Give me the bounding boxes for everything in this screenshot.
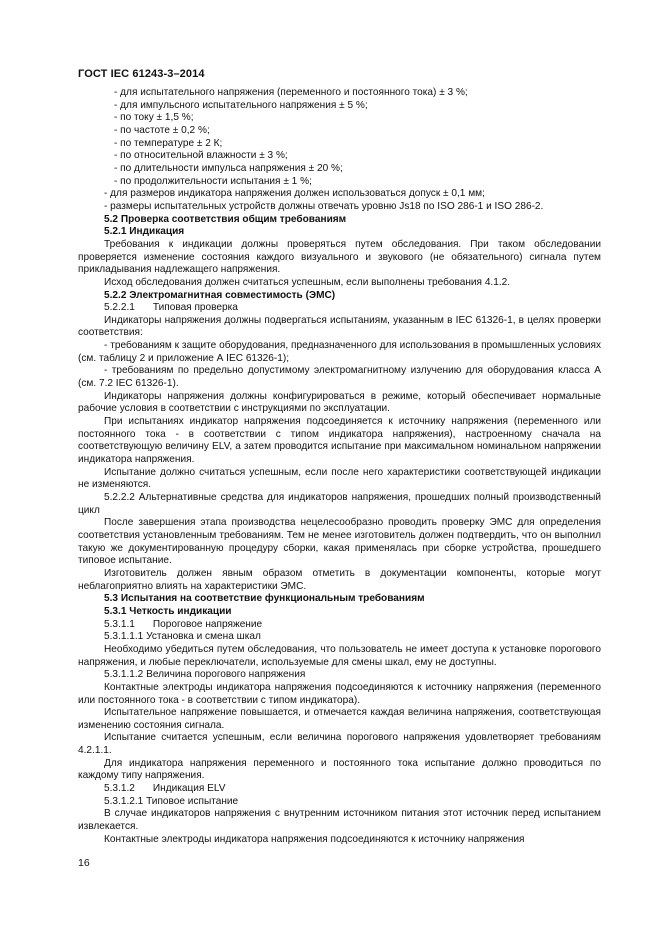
paragraph: Необходимо убедиться путем обследования, что пользователь не имеет доступа к установке порогового напряжения, и любые переключатели, используемые для смены шкал, ему не доступны.	[78, 643, 601, 668]
tolerance-item: - по продолжительности испытания ± 1 %;	[114, 175, 312, 187]
section-5-3-1-1-heading	[78, 619, 601, 632]
paragraph: При испытаниях индикатор напряжения подсоединяется к источнику напряжения (переменного или постоянного тока - в соответствии с типом индикатора напряжения), настроенному сначала на соответствующую величину ELV, а затем проводится испытание при максимальном номинальном напряжении индикатора напряжения.	[78, 416, 601, 466]
section-5-3-1-1-2-heading: 5.3.1.1.2 Величина порогового напряжения	[104, 669, 306, 681]
document-body	[78, 87, 601, 846]
section-5-3-1-2-heading	[78, 783, 601, 796]
section-5-2-2-heading: 5.2.2 Электромагнитная совместимость (ЭМС)	[104, 289, 336, 301]
paragraph: Для индикатора напряжения переменного и постоянного тока испытание должно проводиться по каждому типу напряжения.	[78, 757, 601, 782]
section-number: 5.3.1.1	[104, 618, 135, 630]
paragraph: После завершения этапа производства нецелесообразно проводить проверку ЭМС для определения соответствия установленным требованиям. Тем не менее изготовитель должен подтвердить, что он выполнил такую же документированную процедуру сборки, какая применялась при сборке устройства, прошедшего типовое испытание.	[78, 517, 601, 567]
section-5-3-heading: 5.3 Испытания на соответствие функциональным требованиям	[104, 593, 425, 605]
section-number: 5.2.2.1	[104, 302, 135, 314]
paragraph: Испытательное напряжение повышается, и отмечается каждая величина напряжения, соответствующая изменению состояния сигнала.	[78, 707, 601, 731]
paragraph: Испытание считается успешным, если величина порогового напряжения удовлетворяет требованиям 4.2.1.1.	[78, 732, 601, 757]
paragraph: - требованиям к защите оборудования, предназначенного для использования в промышленных условиях (см. таблицу 2 и приложение А IEC 61326-1);	[78, 340, 601, 364]
tolerance-item: - для испытательного напряжения (переменного и постоянного тока) ± 3 %;	[114, 87, 468, 98]
tolerance-item: - по току ± 1,5 %;	[114, 112, 194, 124]
paragraph: Контактные электроды индикатора напряжения подсоединяются к источнику напряжения	[104, 833, 525, 845]
tolerance-item: - для импульсного испытательного напряжения ± 5 %;	[114, 99, 368, 111]
paragraph: В случае индикаторов напряжения с внутренним источником питания этот источник перед испытанием извлекается.	[78, 808, 601, 833]
section-5-2-2-1-heading	[78, 302, 601, 315]
section-5-3-1-heading: 5.3.1 Четкость индикации	[104, 605, 232, 617]
paragraph: Исход обследования должен считаться успешным, если выполнены требования 4.1.2.	[104, 276, 511, 288]
section-5-3-1-1-1-heading: 5.3.1.1.1 Установка и смена шкал	[104, 631, 261, 643]
paragraph: Индикаторы напряжения должны подвергаться испытаниям, указанным в IEC 61326-1, в целях проверки соответствия:	[78, 314, 601, 339]
tolerance-item: - по длительности импульса напряжения ± 20 %;	[114, 162, 343, 174]
section-5-2-1-heading: 5.2.1 Индикация	[104, 226, 185, 238]
section-5-2-heading: 5.2 Проверка соответствия общим требованиям	[104, 213, 347, 225]
paragraph: Изготовитель должен явным образом отметить в документации компоненты, которые могут неблагоприятно влиять на характеристики ЭМС.	[78, 567, 601, 592]
dimension-requirement: - для размеров индикатора напряжения должен использоваться допуск ± 0,1 мм;	[104, 188, 485, 200]
document-id-header: ГОСТ IEC 61243-3–2014	[78, 68, 205, 80]
section-number: 5.3.1.2	[104, 783, 135, 795]
paragraph: - требованиям по предельно допустимому электромагнитному излучению для оборудования класса А (см. 7.2 IEC 61326-1).	[78, 365, 601, 390]
paragraph: Требования к индикации должны проверяться путем обследования. При таком обследовании проверяется изменение состояния каждого визуального и звукового (не обязательного) сигнала путем прикладывания надлежащего напряжения.	[78, 238, 601, 276]
tolerance-item: - по частоте ± 0,2 %;	[114, 124, 210, 136]
section-title: Типовая проверка	[152, 302, 238, 314]
paragraph: Индикаторы напряжения должны конфигурироваться в режиме, который обеспечивает нормальные рабочие условия в соответствии с инструкциями по эксплуатации.	[78, 390, 601, 415]
section-5-2-2-2-heading: 5.2.2.2 Альтернативные средства для индикаторов напряжения, прошедших полный производственный цикл	[78, 492, 601, 516]
paragraph: Испытание должно считаться успешным, если после него характеристики соответствующей индикации не изменяются.	[78, 466, 601, 491]
section-title: Индикация ELV	[152, 783, 226, 795]
section-5-3-1-2-1-heading: 5.3.1.2.1 Типовое испытание	[104, 795, 239, 807]
paragraph: Контактные электроды индикатора напряжения подсоединяются к источнику напряжения (переменного или постоянного тока - в соответствии с типом индикатора).	[78, 681, 601, 706]
page-number: 16	[78, 857, 90, 869]
tolerance-item: - по температуре ± 2 К;	[114, 137, 223, 149]
tolerance-item: - по относительной влажности ± 3 %;	[114, 150, 288, 162]
section-title: Пороговое напряжение	[152, 618, 263, 630]
dimension-requirement: - размеры испытательных устройств должны отвечать уровню Js18 по ISO 286-1 и ISO 286-2.	[104, 200, 544, 212]
